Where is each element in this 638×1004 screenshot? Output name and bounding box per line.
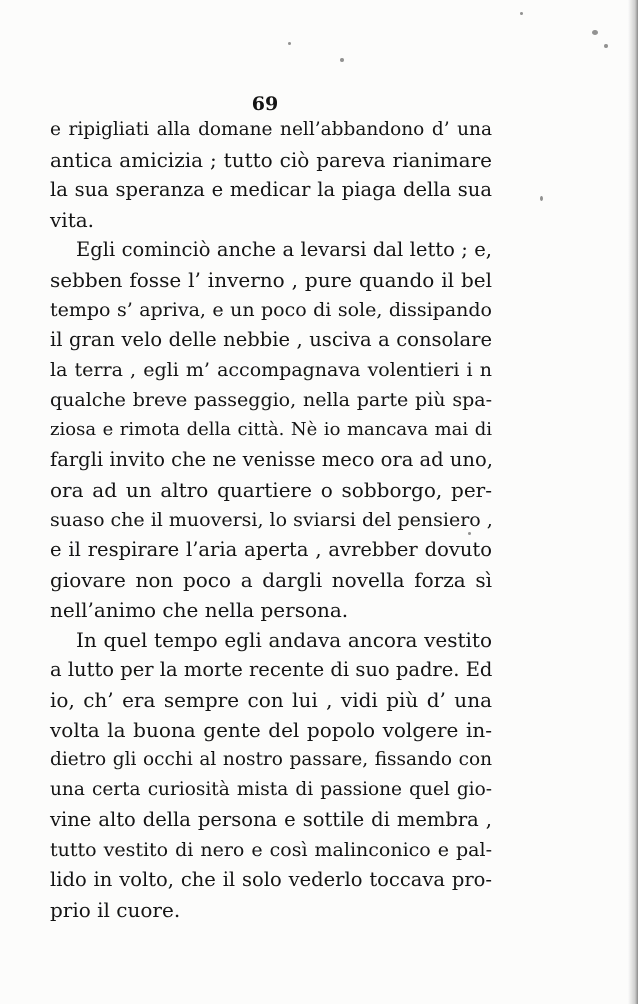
page-number: 69 <box>251 93 279 115</box>
text-line: io, ch’ era sempre con lui , vidi più d’ una <box>50 688 492 712</box>
text-line: nell’animo che nella persona. <box>50 598 349 622</box>
scan-speck <box>340 58 344 62</box>
text-line: volta la buona gente del popolo volgere in- <box>50 718 492 742</box>
text-line: ora ad un altro quartiere o sobborgo, per- <box>50 478 492 502</box>
text-line: a lutto per la morte recente di suo padre. Ed <box>50 658 493 681</box>
text-line: il gran velo delle nebbie , usciva a consolare <box>50 328 492 351</box>
page-edge-shadow <box>628 0 638 1004</box>
paragraph-1 <box>50 115 492 235</box>
text-line: qualche breve passeggio, nella parte più spa- <box>50 389 492 411</box>
scan-speck <box>604 44 608 48</box>
text-line: fargli invito che ne venisse meco ora ad uno, <box>50 448 493 471</box>
text-line: In quel tempo egli andava ancora vestito <box>76 628 492 652</box>
text-line: sebben fosse l’ inverno , pure quando il bel <box>50 268 492 292</box>
paragraph-3 <box>50 625 492 925</box>
text-line: tutto vestito di nero e così malinconico e pal- <box>50 839 492 861</box>
text-line: dietro gli occhi al nostro passare, fissando con <box>50 749 492 770</box>
paragraph-2 <box>50 235 492 625</box>
text-line: vita. <box>50 208 95 232</box>
text-line: Egli cominciò anche a levarsi dal letto ; e, <box>76 238 492 261</box>
text-line: tempo s’ apriva, e un poco di sole, dissipando <box>50 299 492 321</box>
text-line: giovare non poco a dargli novella forza sì <box>50 568 492 592</box>
scan-speck <box>592 30 598 35</box>
scan-speck <box>540 196 543 201</box>
text-line: antica amicizia ; tutto ciò pareva rianimare <box>50 148 492 172</box>
text-line: lido in volto, che il solo vederlo toccava pro- <box>50 868 492 891</box>
text-line: la terra , egli m’ accompagnava volentieri i n <box>50 359 492 381</box>
text-line: suaso che il muoversi, lo sviarsi del pensiero , <box>50 509 493 531</box>
text-line: vine alto della persona e sottile di membra , <box>50 808 492 831</box>
text-line: la sua speranza e medicar la piaga della sua <box>50 178 492 201</box>
text-line: una certa curiosità mista di passione quel gio- <box>50 779 492 800</box>
scan-speck <box>288 42 291 45</box>
text-line: ziosa e rimota della città. Nè io mancava mai di <box>50 419 492 440</box>
body-text <box>50 115 492 925</box>
text-line: e il respirare l’aria aperta , avrebber dovuto <box>50 538 492 561</box>
text-line: e ripigliati alla domane nell’abbandono d’ una <box>50 119 492 140</box>
text-line: prio il cuore. <box>50 898 181 922</box>
scan-speck <box>520 12 523 15</box>
